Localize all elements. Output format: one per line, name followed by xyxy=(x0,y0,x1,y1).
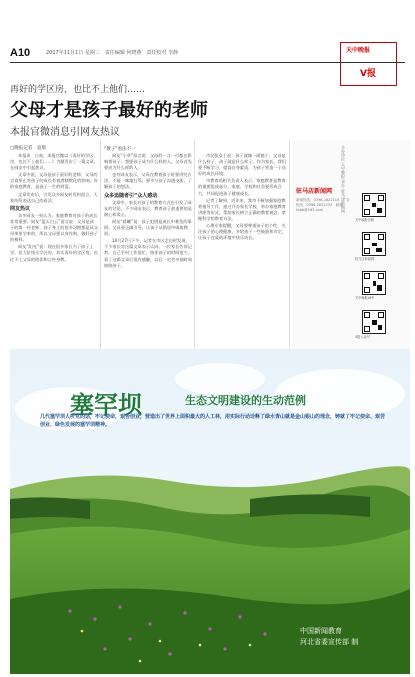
body-paragraph: 也有网友表示，父母在教育孩子时要讲究方法，不能一味地打骂，要多与孩子沟通交流，了解孩子的想法。 xyxy=(104,172,192,190)
column2-heading: “教子”看法不一 xyxy=(104,147,136,152)
body-paragraph: 文章中，家长对孩子的教育方式也引发了网友的讨论。不少网友表示，教育孩子最重要的是耐心和爱心。 xyxy=(104,199,192,217)
section-heading: 众多追随者引“众人感动 xyxy=(104,192,158,199)
body-paragraph: 本报讯 日前，本报官微以《再好的学区房，也比不上他们……》为题发布了一篇文章，在网友中引起热议。 xyxy=(10,153,98,171)
body-paragraph: 文章中说，父母是孩子最好的老师，父母的言谈举止对孩子的成长有着潜移默化的影响。好的家庭教育，是孩子一生的财富。 xyxy=(10,172,98,190)
page-number: A10 xyxy=(10,47,31,59)
qr-label: 天中晚报APP xyxy=(355,296,374,300)
ad-title: 塞罕坝 xyxy=(70,390,142,419)
qr-code-icon[interactable] xyxy=(362,193,386,217)
body-paragraph: 10月27日下午，记者在市区走访时发现，不少家长对这篇文章表示认同。一位家长告诉记者，自己平时工作很忙，陪伴孩子的时间很少，看了这篇文章后很有感触，以后一定会多抽时间陪陪孩子。 xyxy=(104,238,192,268)
article-column-2 xyxy=(104,153,192,345)
sidebar-contact-lines: 新闻热线：0396-2822110 广告热线：0396-2821233 邮箱：tzwb@163.com xyxy=(296,198,350,212)
body-paragraph: 心理专家提醒，父母要尊重孩子的个性，关注孩子的心理健康，多给孩子一些鼓励和肯定，让孩子在爱的环境中快乐成长。 xyxy=(198,223,286,241)
masthead-section: V报 xyxy=(360,69,376,79)
date-line: 2017年11月1日 星期三 责任编辑 何晓燕 责任校对 李静 xyxy=(46,50,179,56)
qr-label: V报公众号 xyxy=(355,335,370,339)
qr-code-icon[interactable] xyxy=(362,232,386,256)
body-paragraph: 网友“晨曦”说：孩子犯错是成长中难免的事情，父母要正确引导，让孩子从错误中吸取教训。 xyxy=(104,218,192,237)
body-paragraph: 网友“小草”留言说：父母的一言一行都在影响着孩子，想要孩子成为什么样的人，父母首先要成为什么样的人。 xyxy=(104,153,192,171)
sidebar xyxy=(292,140,410,350)
article-byline: □晚报记者 袁瑞 xyxy=(10,146,46,151)
section-heading: 网友热议 xyxy=(10,205,31,212)
ad-credit: 中国新闻教育 xyxy=(300,627,342,635)
qr-label: 天中晚报官微 xyxy=(355,218,375,222)
ad-description: 几代塞罕坝人听党的话，牢记使命，艰苦创业，营造出了世界上面积最大的人工林，用实际行动诠释了绿水青山就是金山银山的理念，铸就了牢记使命、艰苦创业、绿色发展的塞罕坝精神。 xyxy=(40,414,386,428)
sidebar-brand: 驻马店新闻网 xyxy=(296,188,333,195)
article-subhead: 本报官微消息引网友热议 xyxy=(10,127,120,138)
body-paragraph: 市教育局相关负责人表示，家庭教育是教育的重要组成部分，家庭、学校和社会要形成合力，共同促进孩子健康成长。 xyxy=(198,178,286,196)
ad-credit: 河北省委宣传部 制 xyxy=(300,638,359,646)
column-divider xyxy=(289,140,290,350)
column-divider xyxy=(100,140,101,350)
column-divider xyxy=(194,140,195,350)
header-rule xyxy=(10,62,405,63)
qr-code-icon[interactable] xyxy=(362,271,386,295)
body-paragraph: 记者了解到，近年来，我市不断加强家庭教育指导工作，通过开办家长学校、举办家庭教育讲座等形式，帮助家长树立正确的教育观念，掌握科学的教育方法。 xyxy=(198,197,286,221)
body-paragraph: 众多网友一致认为，家庭教育对孩子的成长非常重要。网友“蓝天白云”留言说：父母是孩子的第一任老师，孩子身上的很多习惯都是从父母那里学来的，所以父母要以身作则，做好孩子的榜样。 xyxy=(10,212,98,243)
masthead-title: 天中晚报 xyxy=(346,47,371,54)
qr-code-icon[interactable] xyxy=(362,310,386,334)
qr-label: 驻马店新闻网 xyxy=(355,257,375,261)
article-column-1 xyxy=(10,153,98,345)
sidebar-heading: 主办单位 天中晚报 承办 驻马店新闻网 xyxy=(341,145,346,213)
body-paragraph: 市民张女士说：孩子就像一面镜子，父母是什么样子，孩子就是什么样子。作为家长，我们要不断学习，提高自身素质，为孩子营造一个良好的成长环境。 xyxy=(198,153,286,177)
body-paragraph: 网友“阳光”说：现在很多家长为了孩子上学，花大价钱买学区房，其实再好的学区房，也比不上父母的陪伴和言传身教。 xyxy=(10,244,98,262)
ad-slogan: 生态文明建设的生动范例 xyxy=(185,394,306,407)
article-headline: 父母才是孩子最好的老师 xyxy=(10,100,208,121)
body-paragraph: 文章发布后，引发众多网友转发和留言，大家纷纷表达自己的看法。 xyxy=(10,191,98,203)
article-kicker: 再好的学区房，也比不上他们…… xyxy=(10,85,146,95)
article-column-3 xyxy=(198,153,286,345)
